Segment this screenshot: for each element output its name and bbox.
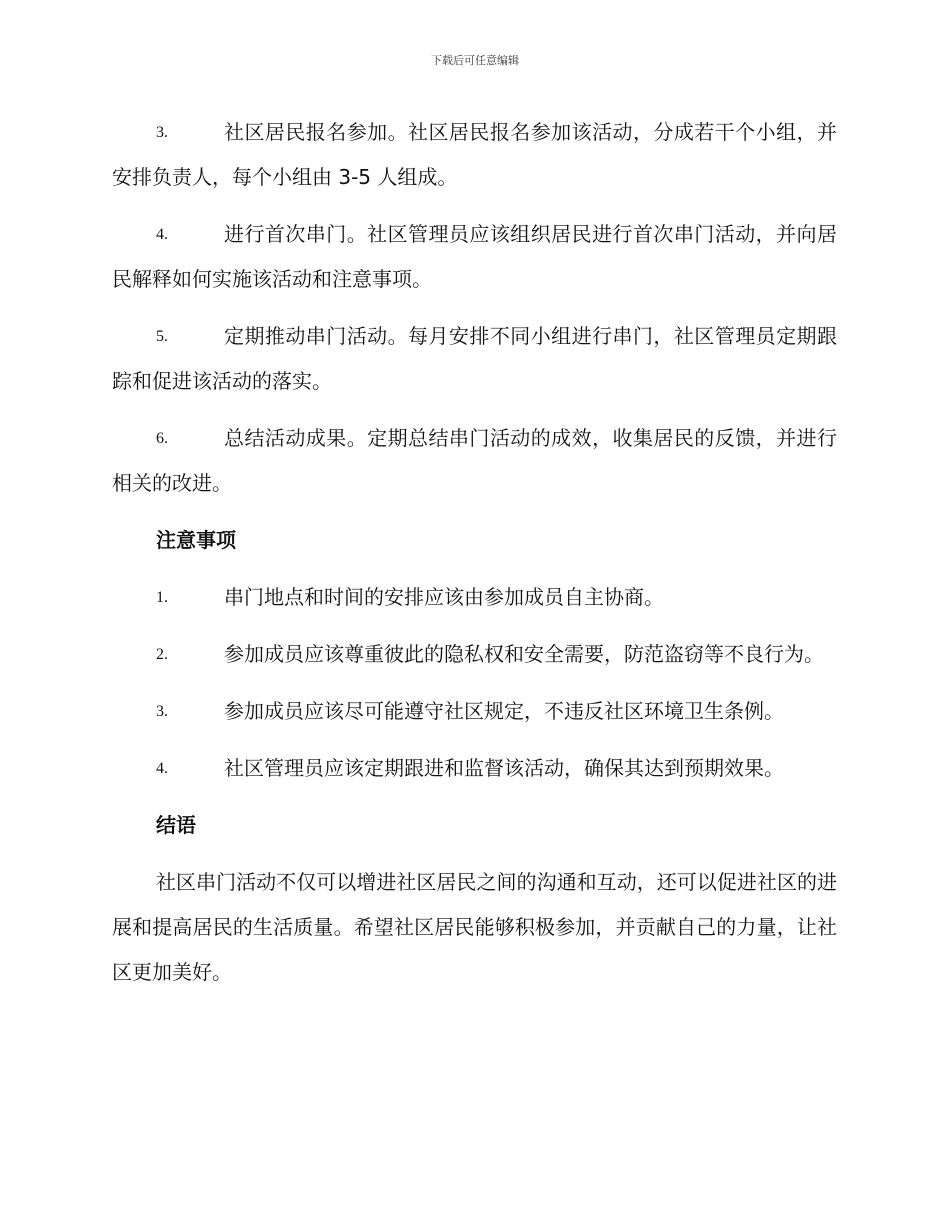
list-number: 1.	[156, 589, 168, 606]
list-number: 4.	[156, 760, 168, 777]
list-number: 2.	[156, 646, 168, 663]
note-item-2	[112, 632, 837, 677]
page-header: 下载后可任意编辑	[431, 54, 519, 67]
list-text: 进行首次串门。社区管理员应该组织居民进行首次串门活动，并向居民解释如何实施该活动和注意事项。	[112, 222, 837, 291]
list-text: 串门地点和时间的安排应该由参加成员自主协商。	[224, 585, 664, 609]
conclusion-heading: 结语	[156, 813, 196, 837]
list-text: 参加成员应该尊重彼此的隐私权和安全需要，防范盗窃等不良行为。	[224, 642, 824, 666]
list-number: 4.	[156, 226, 168, 243]
step-item-3	[112, 110, 837, 200]
document-body	[112, 110, 837, 1007]
note-item-1	[112, 575, 837, 620]
list-text: 社区居民报名参加。社区居民报名参加该活动，分成若干个小组，并安排负责人，每个小组由 3-5 人组成。	[112, 120, 837, 189]
note-item-4	[112, 746, 837, 791]
conclusion-paragraph: 社区串门活动不仅可以增进社区居民之间的沟通和互动，还可以促进社区的进展和提高居民的生活质量。希望社区居民能够积极参加，并贡献自己的力量，让社区更加美好。	[112, 870, 837, 984]
step-item-5	[112, 314, 837, 404]
list-text: 社区管理员应该定期跟进和监督该活动，确保其达到预期效果。	[224, 756, 784, 780]
list-number: 3.	[156, 124, 168, 141]
list-number: 5.	[156, 328, 168, 345]
list-text: 参加成员应该尽可能遵守社区规定，不违反社区环境卫生条例。	[224, 699, 784, 723]
list-text: 定期推动串门活动。每月安排不同小组进行串门，社区管理员定期跟踪和促进该活动的落实。	[112, 324, 837, 393]
step-item-4	[112, 212, 837, 302]
list-number: 3.	[156, 703, 168, 720]
note-item-3	[112, 689, 837, 734]
list-text: 总结活动成果。定期总结串门活动的成效，收集居民的反馈，并进行相关的改进。	[112, 426, 837, 495]
notes-heading: 注意事项	[156, 528, 236, 552]
step-item-6	[112, 416, 837, 506]
list-number: 6.	[156, 430, 168, 447]
